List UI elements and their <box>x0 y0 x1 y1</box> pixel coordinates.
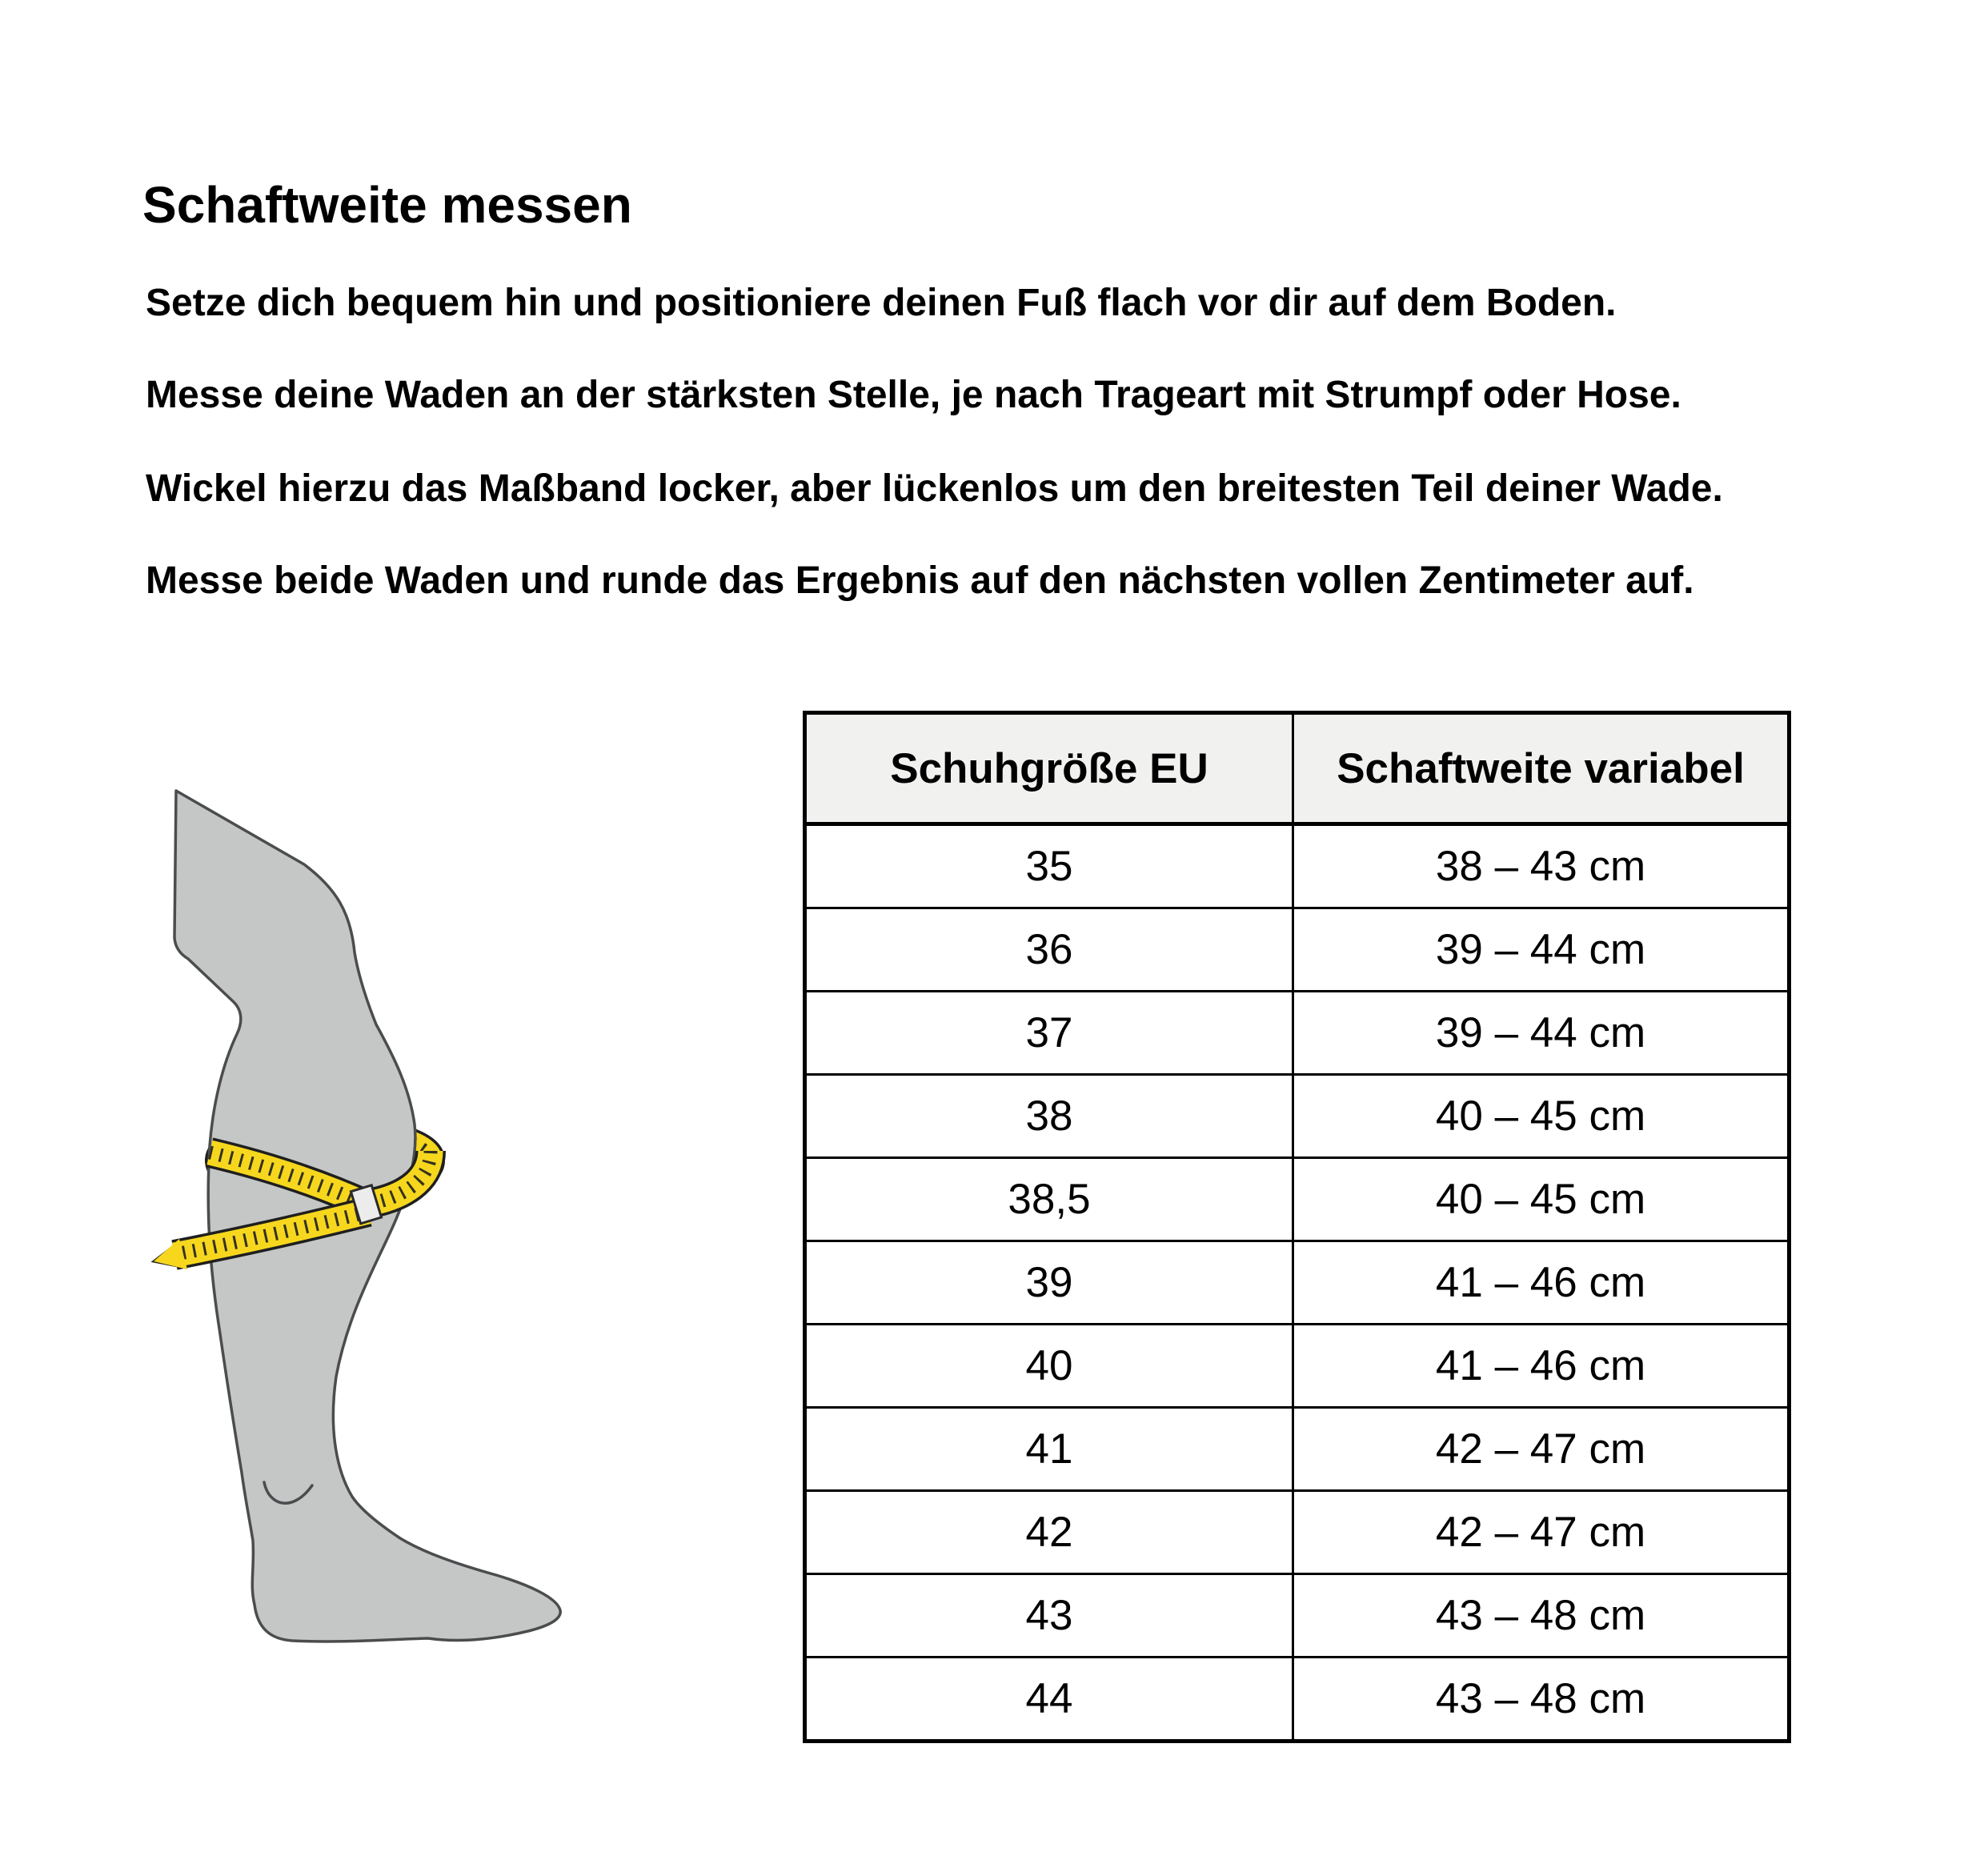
instruction-paragraph-2: Messe deine Waden an der stärksten Stelle, je nach Trageart mit Strumpf oder Hose. <box>146 374 1681 416</box>
table-row <box>805 1325 1790 1408</box>
shaft-width-cell: 39 – 44 cm <box>1293 992 1790 1075</box>
shoe-size-cell: 35 <box>805 824 1293 908</box>
shaft-width-cell: 42 – 47 cm <box>1293 1491 1790 1574</box>
table-row <box>805 1158 1790 1241</box>
leg-measuring-tape-illustration <box>112 752 624 1713</box>
shoe-size-cell: 40 <box>805 1325 1293 1408</box>
column-header-shaft-width: Schaftweite variabel <box>1293 713 1790 824</box>
shaft-width-size-table <box>803 711 1791 1743</box>
shoe-size-cell: 38 <box>805 1075 1293 1158</box>
shaft-width-cell: 40 – 45 cm <box>1293 1075 1790 1158</box>
table-row <box>805 992 1790 1075</box>
shaft-width-cell: 42 – 47 cm <box>1293 1408 1790 1491</box>
table-row <box>805 1491 1790 1574</box>
column-header-shoe-size: Schuhgröße EU <box>805 713 1293 824</box>
table-row <box>805 1574 1790 1658</box>
table-row <box>805 1075 1790 1158</box>
table-header-row <box>805 713 1790 824</box>
shoe-size-cell: 41 <box>805 1408 1293 1491</box>
table-row <box>805 908 1790 992</box>
table-row <box>805 1408 1790 1491</box>
shoe-size-cell: 39 <box>805 1241 1293 1325</box>
shoe-size-cell: 44 <box>805 1658 1293 1742</box>
shaft-width-cell: 38 – 43 cm <box>1293 824 1790 908</box>
shaft-width-cell: 41 – 46 cm <box>1293 1241 1790 1325</box>
shaft-width-cell: 43 – 48 cm <box>1293 1574 1790 1658</box>
instruction-paragraph-4: Messe beide Waden und runde das Ergebnis auf den nächsten vollen Zentimeter auf. <box>146 559 1694 602</box>
shaft-width-cell: 41 – 46 cm <box>1293 1325 1790 1408</box>
shaft-width-cell: 39 – 44 cm <box>1293 908 1790 992</box>
shaft-width-cell: 40 – 45 cm <box>1293 1158 1790 1241</box>
shaft-width-cell: 43 – 48 cm <box>1293 1658 1790 1742</box>
table-row <box>805 1241 1790 1325</box>
instruction-paragraph-1: Setze dich bequem hin und positioniere deinen Fuß flach vor dir auf dem Boden. <box>146 282 1617 324</box>
shoe-size-cell: 37 <box>805 992 1293 1075</box>
instruction-paragraph-3: Wickel hierzu das Maßband locker, aber lückenlos um den breitesten Teil deiner Wade. <box>146 467 1723 510</box>
shoe-size-cell: 42 <box>805 1491 1293 1574</box>
table-row <box>805 824 1790 908</box>
table-row <box>805 1658 1790 1742</box>
shoe-size-cell: 36 <box>805 908 1293 992</box>
page-title: Schaftweite messen <box>142 175 632 234</box>
shoe-size-cell: 38,5 <box>805 1158 1293 1241</box>
shoe-size-cell: 43 <box>805 1574 1293 1658</box>
